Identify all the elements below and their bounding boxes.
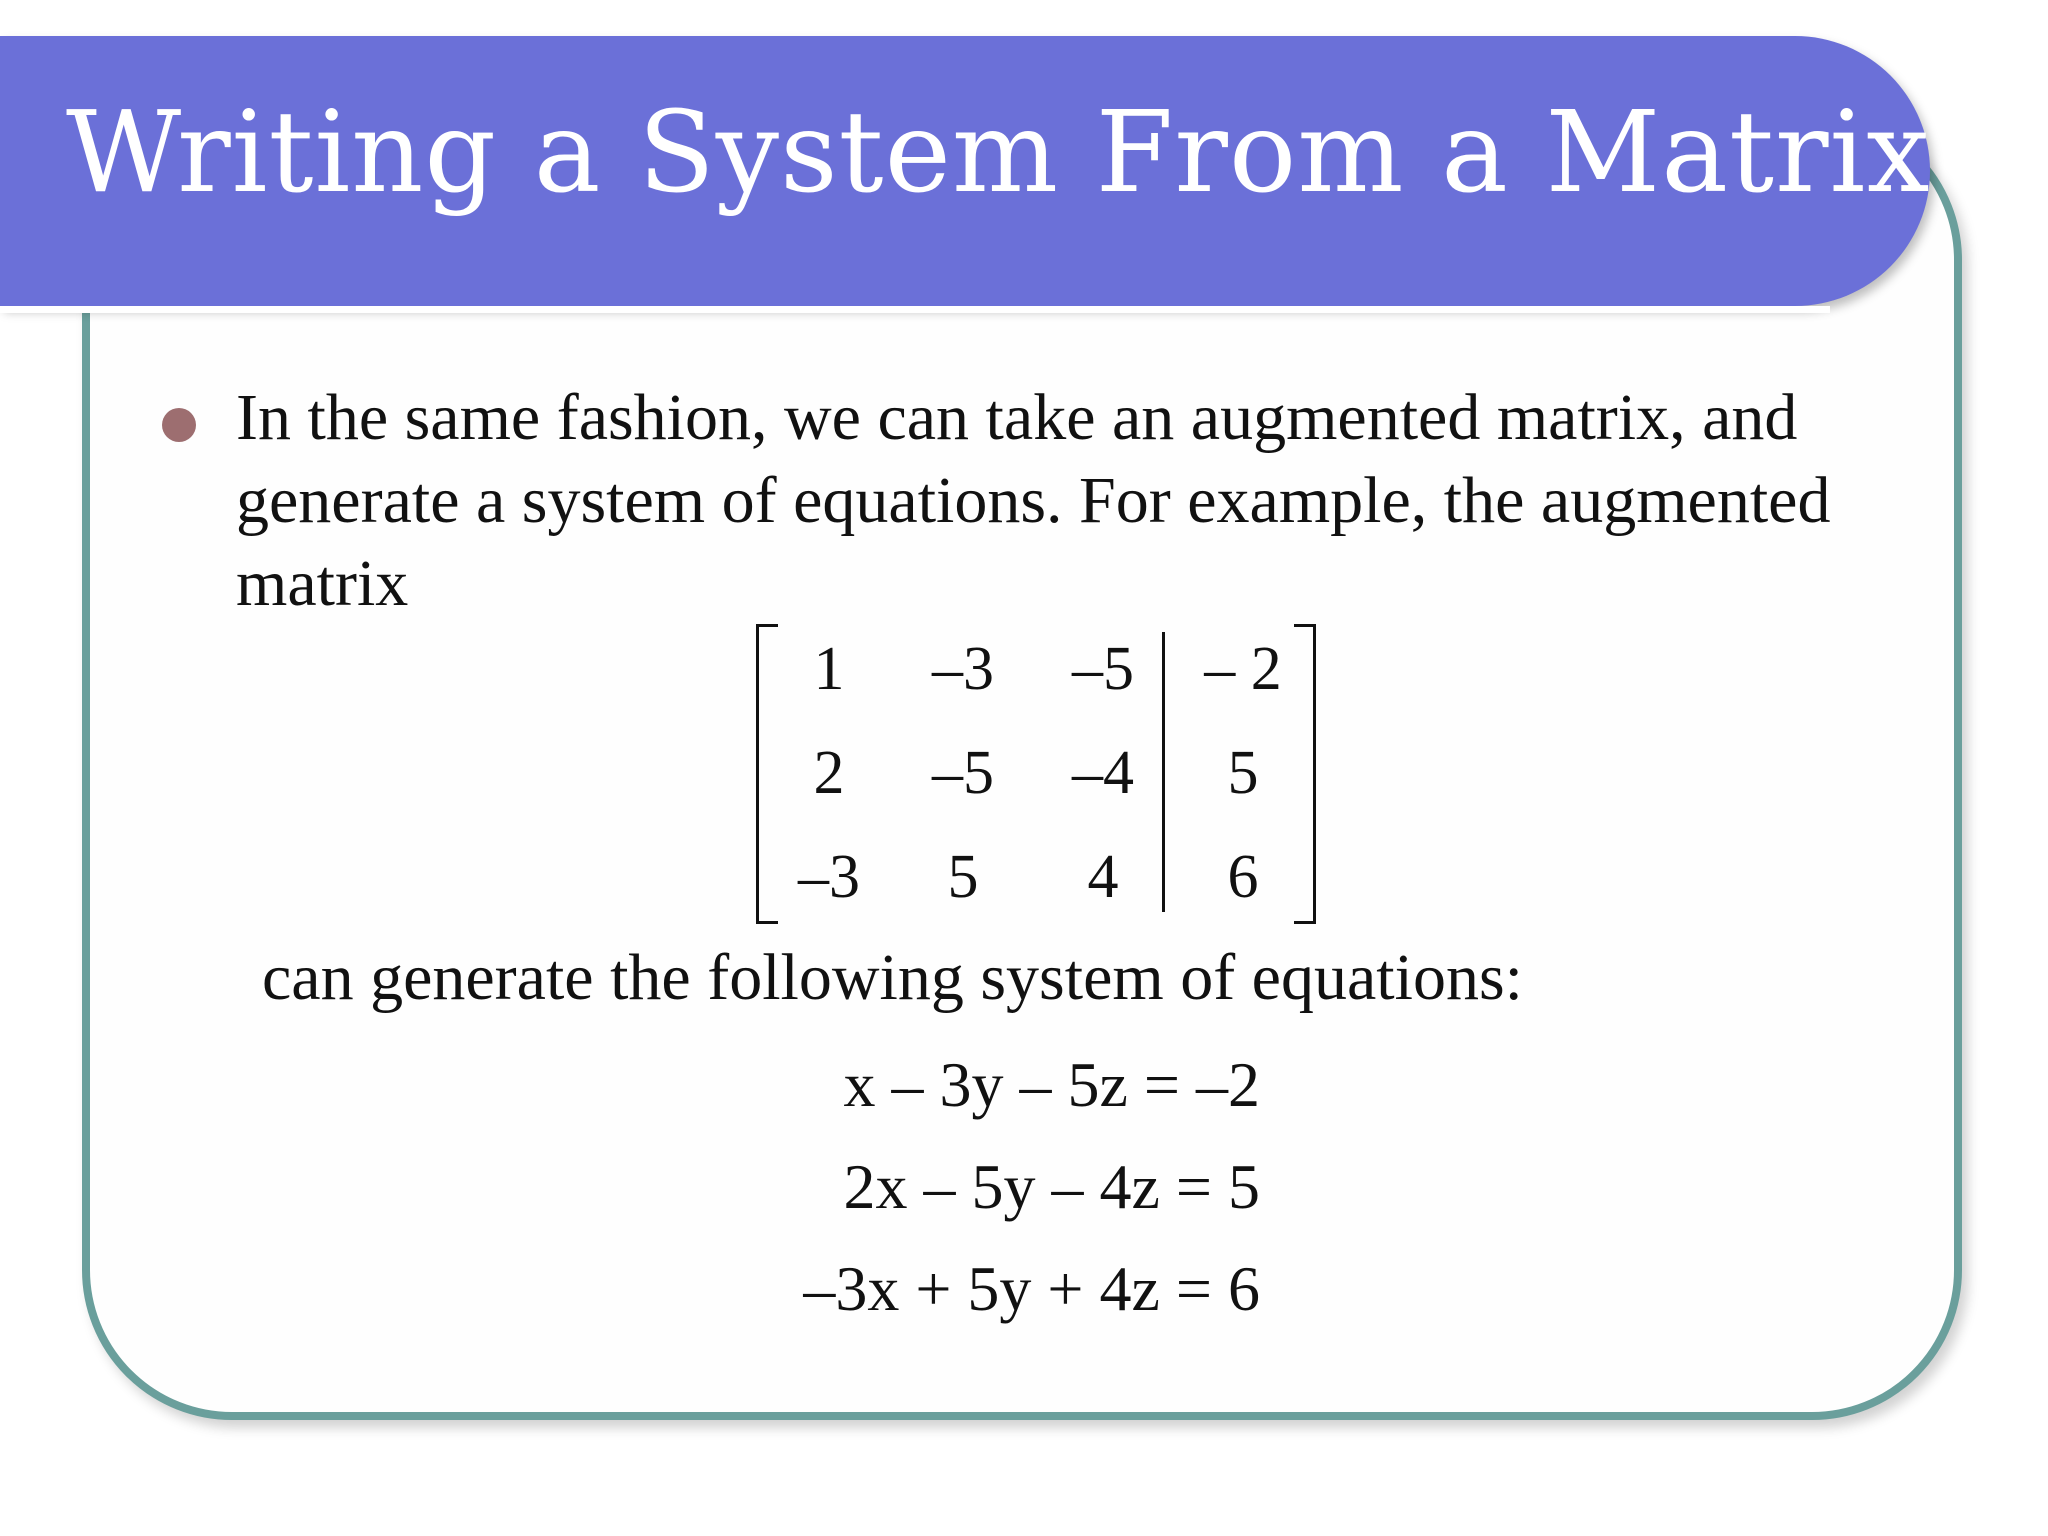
matrix-cell: 5 [1227,739,1259,807]
equation-3: –3x + 5y + 4z = 6 [803,1253,1260,1324]
matrix-cell: –3 [798,843,860,911]
title-underline [0,306,1830,313]
augmented-matrix [756,624,1316,924]
matrix-cell: –5 [932,739,994,807]
bullet-text: In the same fashion, we can take an augmented matrix, and generate a system of equations. For example, the augmented matrix [236,381,1831,620]
matrix-cell: –4 [1072,739,1134,807]
equation-1: x – 3y – 5z = –2 [843,1049,1260,1120]
bullet-icon [162,408,196,442]
slide-title: Writing a System From a Matrix [66,88,1931,218]
follow-text: can generate the following system of equations: [262,941,1523,1014]
matrix-cell: –3 [932,635,994,703]
matrix-cell: – 2 [1204,635,1282,703]
equation-2: 2x – 5y – 4z = 5 [843,1151,1260,1222]
matrix-cell: 2 [813,739,845,807]
matrix-cell: –5 [1072,635,1134,703]
matrix-cell: 6 [1227,843,1259,911]
matrix-cell: 5 [947,843,979,911]
augmentation-line [1162,632,1165,912]
matrix-cell: 4 [1087,843,1119,911]
matrix-cell: 1 [813,635,845,703]
